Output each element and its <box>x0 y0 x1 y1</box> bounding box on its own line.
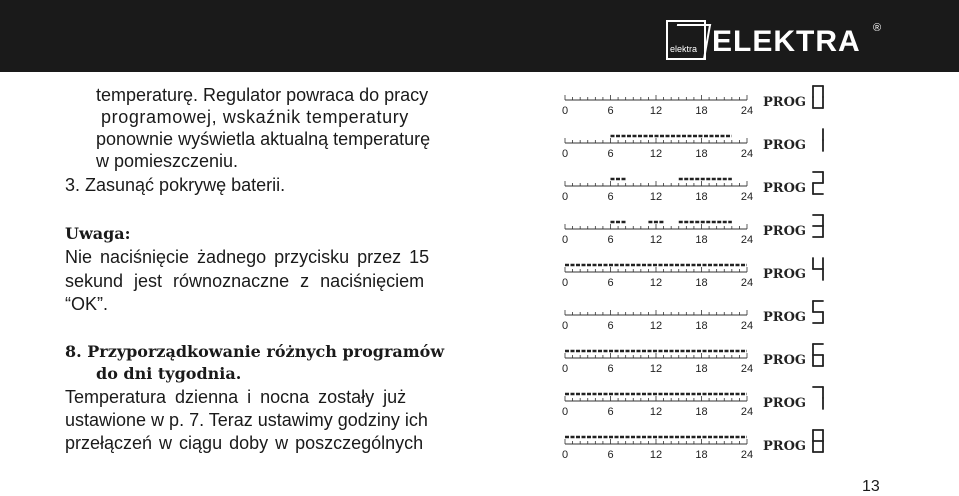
program-timelines <box>555 78 855 458</box>
body-line: ponownie wyświetla aktualną temperaturę <box>96 129 431 149</box>
axis-tick-label: 18 <box>695 277 708 289</box>
step-3: 3. Zasunąć pokrywę baterii. <box>65 175 286 195</box>
section-title-line2: do dni tygodnia. <box>96 364 242 383</box>
axis-tick-label: 12 <box>649 406 663 418</box>
body-line: ustawione w p. 7. Teraz ustawimy godziny ich <box>65 410 428 430</box>
prog-label: PROG <box>763 181 807 196</box>
axis-tick-label: 18 <box>695 406 708 418</box>
prog-digit-7 <box>813 387 823 409</box>
axis-tick-label: 12 <box>649 320 663 332</box>
prog-label: PROG <box>763 353 807 368</box>
prog-digit-3 <box>813 215 823 237</box>
body-line: programowej, wskaźnik temperatury <box>101 107 409 127</box>
axis-tick-label: 0 <box>561 363 569 375</box>
axis-tick-label: 18 <box>695 320 708 332</box>
axis-tick-label: 6 <box>607 105 614 117</box>
logo-small-text: elektra <box>670 44 698 54</box>
axis-tick-label: 18 <box>695 449 708 458</box>
prog-label: PROG <box>763 138 807 153</box>
header-bar <box>0 0 959 72</box>
note-line: “OK”. <box>65 294 108 314</box>
axis-tick-label: 0 <box>561 406 569 418</box>
axis-tick-label: 6 <box>607 148 614 160</box>
axis-tick-label: 6 <box>607 277 614 289</box>
axis-tick-label: 0 <box>561 277 569 289</box>
axis-tick-label: 12 <box>649 148 663 160</box>
axis-tick-label: 24 <box>740 105 754 117</box>
axis-tick-label: 24 <box>740 363 754 375</box>
note-line: Nie naciśnięcie żadnego przycisku przez 15 <box>65 247 430 267</box>
prog-digit-2 <box>813 172 823 194</box>
axis-tick-label: 6 <box>607 234 614 246</box>
prog-digit-0 <box>813 86 823 108</box>
axis-tick-label: 12 <box>649 363 663 375</box>
axis-tick-label: 18 <box>695 191 708 203</box>
axis-tick-label: 0 <box>561 191 569 203</box>
prog-digit-4 <box>813 258 823 280</box>
prog-digit-8 <box>813 430 823 452</box>
axis-tick-label: 6 <box>607 363 614 375</box>
prog-label: PROG <box>763 439 807 454</box>
axis-tick-label: 24 <box>740 148 754 160</box>
axis-tick-label: 12 <box>649 449 663 458</box>
body-line: w pomieszczeniu. <box>96 151 239 171</box>
page-number: 13 <box>862 478 880 495</box>
registered-mark: ® <box>873 22 882 34</box>
note-title: Uwaga: <box>65 224 131 243</box>
axis-tick-label: 18 <box>695 234 708 246</box>
prog-label: PROG <box>763 95 807 110</box>
section-title: 8. Przyporządkowanie różnych programów <box>65 342 445 361</box>
axis-tick-label: 24 <box>740 320 754 332</box>
axis-tick-label: 0 <box>561 449 569 458</box>
axis-tick-label: 6 <box>607 320 614 332</box>
axis-tick-label: 24 <box>740 449 754 458</box>
program-chart <box>555 78 855 458</box>
axis-tick-label: 0 <box>561 148 569 160</box>
axis-tick-label: 12 <box>649 105 663 117</box>
prog-label: PROG <box>763 267 807 282</box>
axis-tick-label: 18 <box>695 148 708 160</box>
axis-tick-label: 18 <box>695 363 708 375</box>
axis-tick-label: 0 <box>561 234 569 246</box>
prog-digit-6 <box>813 344 823 366</box>
axis-tick-label: 6 <box>607 191 614 203</box>
prog-label: PROG <box>763 396 807 411</box>
axis-tick-label: 12 <box>649 234 663 246</box>
body-line: przełączeń w ciągu doby w poszczególnych <box>65 433 424 453</box>
axis-tick-label: 6 <box>607 449 614 458</box>
logo-mark <box>666 20 706 60</box>
prog-digit-5 <box>813 301 823 323</box>
prog-label: PROG <box>763 310 807 325</box>
axis-tick-label: 6 <box>607 406 614 418</box>
axis-tick-label: 12 <box>649 277 663 289</box>
axis-tick-label: 24 <box>740 277 754 289</box>
body-line: Temperatura dzienna i nocna zostały już <box>65 387 407 407</box>
axis-tick-label: 0 <box>561 320 569 332</box>
axis-tick-label: 24 <box>740 191 754 203</box>
axis-tick-label: 18 <box>695 105 708 117</box>
axis-tick-label: 12 <box>649 191 663 203</box>
note-line: sekund jest równoznaczne z naciśnięciem <box>65 271 425 291</box>
axis-tick-label: 24 <box>740 406 754 418</box>
axis-tick-label: 0 <box>561 105 569 117</box>
logo-text: ELEKTRA <box>712 25 861 58</box>
prog-label: PROG <box>763 224 807 239</box>
axis-tick-label: 24 <box>740 234 754 246</box>
body-line: temperaturę. Regulator powraca do pracy <box>96 85 429 105</box>
